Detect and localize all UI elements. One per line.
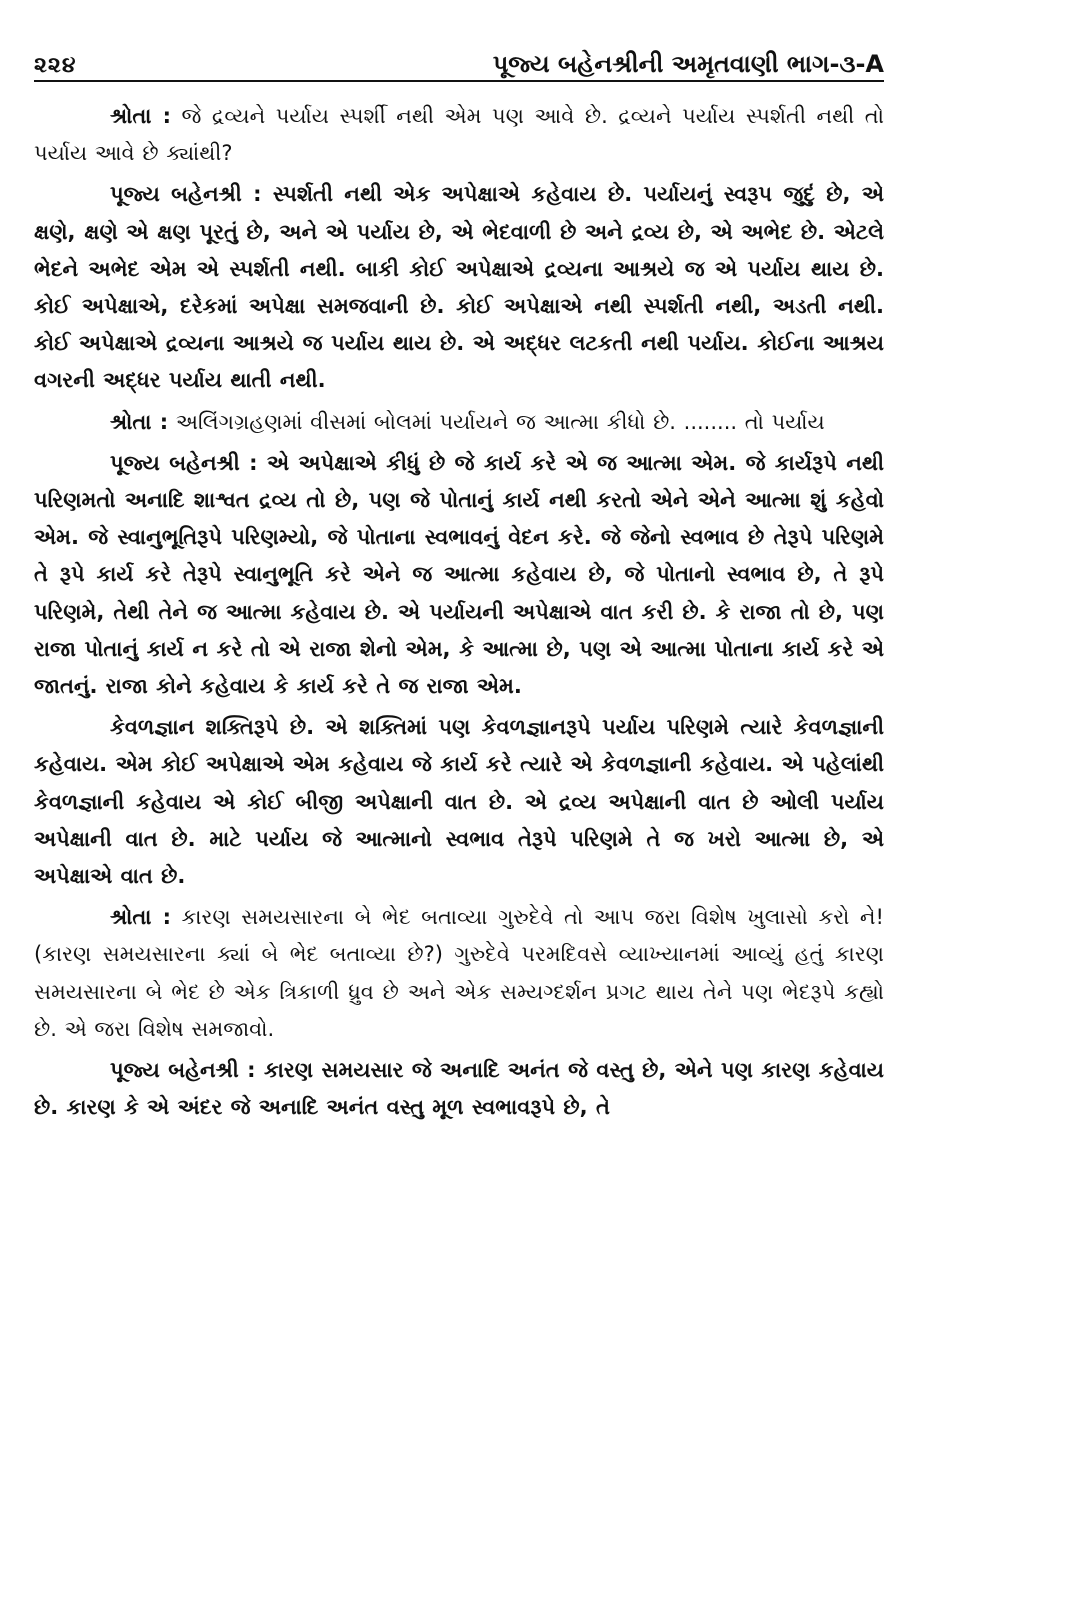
speaker-label: શ્રોતા :	[110, 409, 169, 434]
speaker-label: પૂજ્ય બહેનશ્રી :	[110, 450, 258, 475]
paragraph-text: કેવળજ્ઞાન શક્તિરૂપે છે. એ શક્તિમાં પણ કેવળજ્ઞાનરૂપે પર્યાય પરિણમે ત્યારે કેવળજ્ઞાની કહેવાય. એમ કોઈ અપેક્ષાએ એમ કહેવાય જે કાર્ય કરે ત્યારે એ કેવળજ્ઞાની કહેવાય. એ પહેલાંથી કેવળજ્ઞાની કહેવાય એ કોઈ બીજી અપેક્ષાની વાત છે. એ દ્રવ્ય અપેક્ષાની વાત છે ઓલી પર્યાય અપેક્ષાની વાત છે. માટે પર્યાય જે આત્માનો સ્વભાવ તેરૂપે પરિણમે તે જ ખરો આત્મા છે, એ અપેક્ષાએ વાત છે.	[34, 715, 884, 889]
paragraph-listener-question-2	[34, 404, 884, 441]
running-title: પૂજ્ય બહેનશ્રીની અમૃતવાણી ભાગ-૩-A	[492, 50, 884, 78]
paragraph-answer-2	[34, 445, 884, 705]
paragraph-listener-question-3	[34, 899, 884, 1048]
paragraph-text: જે દ્રવ્યને પર્યાય સ્પર્શી નથી એમ પણ આવે છે. દ્રવ્યને પર્યાય સ્પર્શતી નથી તો પર્યાય આવે છે ક્યાંથી?	[34, 104, 884, 166]
paragraph-text: સ્પર્શતી નથી એક અપેક્ષાએ કહેવાય છે. પર્યાયનું સ્વરૂપ જુદું છે, એ ક્ષણે, ક્ષણે એ ક્ષણ પૂરતું છે, અને એ પર્યાય છે, એ ભેદવાળી છે અને દ્રવ્ય છે, એ અભેદ છે. એટલે ભેદને અભેદ એમ એ સ્પર્શતી નથી. બાકી કોઈ અપેક્ષાએ દ્રવ્યના આશ્રયે જ એ પર્યાય થાય છે. કોઈ અપેક્ષાએ, દરેકમાં અપેક્ષા સમજવાની છે. કોઈ અપેક્ષાએ નથી સ્પર્શતી નથી, અડતી નથી. કોઈ અપેક્ષાએ દ્રવ્યના આશ્રયે જ પર્યાય થાય છે. એ અદ્ધર લટકતી નથી પર્યાય. કોઈના આશ્રય વગરની અદ્ધર પર્યાય થાતી નથી.	[34, 182, 884, 393]
paragraph-answer-1	[34, 176, 884, 399]
paragraph-answer-continued	[34, 709, 884, 895]
speaker-label: પૂજ્ય બહેનશ્રી :	[110, 182, 262, 207]
page-header	[34, 40, 884, 82]
speaker-label: શ્રોતા :	[110, 104, 171, 128]
paragraph-text: કારણ સમયસારના બે ભેદ બતાવ્યા ગુરુદેવે તો આપ જરા વિશેષ ખુલાસો કરો ને! (કારણ સમયસારના ક્યાં બે ભેદ બતાવ્યા છે?) ગુરુદેવે પરમદિવસે વ્યાખ્યાનમાં આવ્યું હતું કારણ સમયસારના બે ભેદ છે એક ત્રિકાળી ધ્રુવ છે અને એક સમ્યગ્દર્શન પ્રગટ થાય તેને પણ ભેદરૂપે કહ્યો છે. એ જરા વિશેષ સમજાવો.	[34, 905, 884, 1041]
page-number: ૨૨૪	[34, 53, 77, 78]
paragraph-answer-3	[34, 1052, 884, 1126]
speaker-label: પૂજ્ય બહેનશ્રી :	[110, 1058, 256, 1083]
page-body	[34, 98, 884, 1126]
paragraph-text: કારણ સમયસાર જે અનાદિ અનંત જે વસ્તુ છે, એને પણ કારણ કહેવાય છે. કારણ કે એ અંદર જે અનાદિ અનંત વસ્તુ મૂળ સ્વભાવરૂપે છે, તે	[34, 1058, 884, 1120]
paragraph-text: અલિંગગ્રહણમાં વીસમાં બોલમાં પર્યાયને જ આત્મા કીધો છે. ........ તો પર્યાય	[168, 409, 825, 434]
paragraph-listener-question-1	[34, 98, 884, 172]
document-page	[34, 40, 884, 1130]
paragraph-text: એ અપેક્ષાએ કીધું છે જે કાર્ય કરે એ જ આત્મા એમ. જે કાર્યરૂપે નથી પરિણમતો અનાદિ શાશ્વત દ્રવ્ય તો છે, પણ જે પોતાનું કાર્ય નથી કરતો એને એને આત્મા શું કહેવો એમ. જે સ્વાનુભૂતિરૂપે પરિણમ્યો, જે પોતાના સ્વભાવનું વેદન કરે. જે જેનો સ્વભાવ છે તેરૂપે પરિણમે તે રૂપે કાર્ય કરે તેરૂપે સ્વાનુભૂતિ કરે એને જ આત્મા કહેવાય છે, જે પોતાનો સ્વભાવ છે, તે રૂપે પરિણમે, તેથી તેને જ આત્મા કહેવાય છે. એ પર્યાયની અપેક્ષાએ વાત કરી છે. કે રાજા તો છે, પણ રાજા પોતાનું કાર્ય ન કરે તો એ રાજા શેનો એમ, કે આત્મા છે, પણ એ આત્મા પોતાના કાર્ય કરે એ જાતનું. રાજા કોને કહેવાય કે કાર્ય કરે તે જ રાજા એમ.	[34, 450, 884, 699]
speaker-label: શ્રોતા :	[110, 905, 172, 930]
